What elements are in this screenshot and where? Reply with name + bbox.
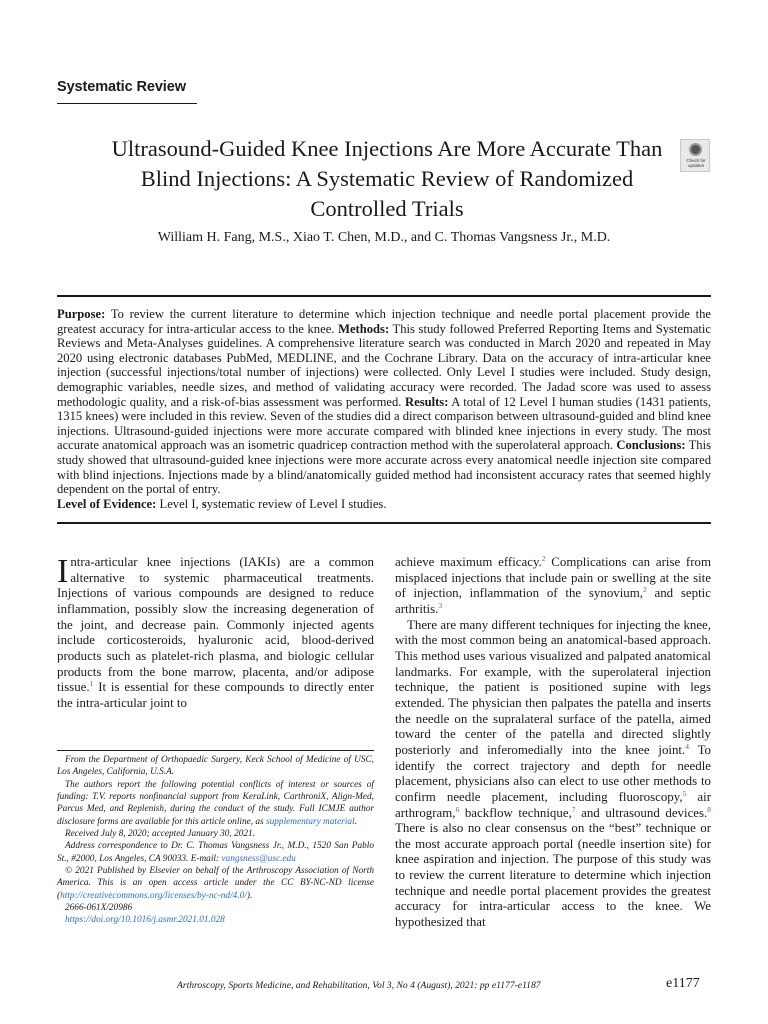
citation-link[interactable]: 8 bbox=[707, 804, 711, 814]
citation-link[interactable]: 5 bbox=[682, 788, 687, 798]
citation-link[interactable]: 2 bbox=[541, 554, 546, 563]
intro-paragraph bbox=[57, 555, 374, 712]
journal-citation-footer: Arthroscopy, Sports Medicine, and Rehabilitation, Vol 3, No 4 (August), 2021: pp e1177-e1187 bbox=[177, 980, 541, 991]
level-s: s bbox=[201, 496, 207, 511]
citation-link[interactable]: 1 bbox=[89, 679, 94, 689]
methods-text: This study followed Preferred Reporting Items and Systematic Reviews and Meta-Analyses guidelines. A comprehensive literature search was conducted in March 2020 and repeated in May 2020 using electronic databases PubMed, MEDLINE, and the Cochrane Library. Data on the accuracy of intra-articular knee injection (successful injections/total number of injections) were collected. Only Level I studies were included. Study design, demographic variables, needle sizes, and method of validating accuracy were recorded. The Jadad score was used to assess methodologic quality, and a risk-of-bias assessment was performed. bbox=[57, 321, 711, 409]
citation-link[interactable]: 4 bbox=[685, 741, 689, 751]
address-note: Address correspondence to Dr. C. Thomas Vangsness Jr., M.D., 1520 San Pablo St., #2000, Los Angeles, CA 90033. E-mail: vangsness@usc.edu bbox=[57, 841, 374, 864]
email-link[interactable]: vangsness@usc.edu bbox=[221, 853, 296, 864]
citation-link[interactable]: 7 bbox=[571, 804, 576, 814]
author-list: William H. Fang, M.S., Xiao T. Chen, M.D., and C. Thomas Vangsness Jr., M.D. bbox=[157, 230, 611, 245]
abstract-top-rule bbox=[57, 295, 711, 297]
body-paragraph-2: There are many different techniques for injecting the knee, with the most common being an anatomical-based approach. This method uses various visualized and palpated anatomical landmarks. For example, with the superolateral injection technique, the patient is positioned supine with legs extended. The physician then palpates the patella and inserts the needle on the supralateral surface of the patella, aimed toward the center of the patella and directed slightly posteriorly and inferomedially into the knee joint.$^4$ To identify the correct trajectory and depth for needle placement, physicians also can elect to use other methods to confirm needle placement, including fluoroscopy,$^5$ air arthrogram,$^6$ backflow technique,$^7$ and ultrasound devices.$^8$ There is also no clear consensus on the “best” technique or the most accurate approach portal (needle insertion site) for knee aspiration and injection. The purpose of this study was to review the current literature to determine which injection technique and needle portal placement provides the greatest accuracy for intra-articular access to the knee. We hypothesized that bbox=[395, 617, 711, 930]
footnote-rule bbox=[57, 750, 374, 751]
conclusions-label: Conclusions: bbox=[616, 438, 686, 453]
doi-note bbox=[57, 914, 374, 926]
level-label: Level of Evidence: bbox=[57, 496, 157, 511]
license-note: © 2021 Published by Elsevier on behalf of the Arthroscopy Association of North America. This is an open access article under the CC BY-NC-ND license (http://creativecommons.org/licenses/by-nc-nd/4.0/). bbox=[57, 866, 374, 901]
abstract bbox=[57, 307, 711, 511]
badge-label: Check for updates bbox=[686, 158, 706, 168]
affiliation-note: From the Department of Orthopaedic Surgery, Keck School of Medicine of USC, Los Angeles, California, U.S.A. bbox=[57, 755, 374, 778]
citation-link[interactable]: 6 bbox=[455, 804, 460, 814]
intro-text: ntra-articular knee injections (IAKIs) are a common alternative to systemic pharmaceutical treatments. Injections of various compounds are designed to reduce inflammation, possibly slow the increasing degeneration of the joint, and decrease pain. Commonly injected agents include corticosteroids, hyaluronic acid, blood-derived products such as platelet-rich plasma, and biologic cellular products from the bone marrow, placenta, and/or adipose tissue. bbox=[57, 555, 374, 695]
purpose-label: Purpose: bbox=[57, 307, 106, 321]
section-label: Systematic Review bbox=[57, 79, 186, 95]
level-pre: Level I, bbox=[159, 496, 199, 511]
conclusions-text: This study showed that ultrasound-guided knee injections were more accurate across every anatomical needle injection site compared with blind injections. Injections made by a blind/anatomically guided method had inconsistent accuracy rates that seemed highly dependent on the portal of entry. bbox=[57, 438, 711, 497]
article-title: Ultrasound-Guided Knee Injections Are More Accurate Than Blind Injections: A Systematic Review of Randomized Controlled Trials bbox=[111, 136, 663, 221]
body-column-right bbox=[395, 555, 711, 931]
intro-text-end: It is essential for these compounds to directly enter the intra-articular joint to bbox=[57, 680, 374, 710]
doi-link[interactable]: https://doi.org/10.1016/j.asmr.2021.01.028 bbox=[65, 915, 225, 926]
check-for-updates-badge[interactable] bbox=[680, 139, 710, 172]
section-label-underline bbox=[57, 103, 197, 104]
purpose-text: To review the current literature to determine which injection technique and needle portal placement provide the greatest accuracy for intra-articular access to the knee. bbox=[57, 307, 711, 336]
license-link[interactable]: http://creativecommons.org/licenses/by-nc-nd/4.0/ bbox=[60, 890, 247, 901]
results-text: A total of 12 Level I human studies (1431 patients, 1315 knees) were included in this review. Seven of the studies did a direct comparison between ultrasound-guided and blind knee injections. Ultrasound-guided injections were more accurate compared with blinded knee injections in every study. The most accurate anatomical approach was an isometric quadricep contraction method with the superolateral approach. bbox=[57, 394, 711, 453]
issn-note: 2666-061X/20986 bbox=[65, 903, 133, 914]
abstract-bottom-rule bbox=[57, 522, 711, 524]
received-note: Received July 8, 2020; accepted January 30, 2021. bbox=[65, 829, 255, 840]
body-column-left bbox=[57, 555, 374, 712]
supplementary-material-link[interactable]: supplementary material bbox=[266, 816, 355, 827]
methods-label: Methods: bbox=[338, 321, 390, 336]
drop-cap: I bbox=[57, 553, 69, 590]
results-label: Results: bbox=[405, 394, 449, 409]
disclosure-note: The authors report the following potential conflicts of interest or sources of funding: T.V. reports nonfinancial support from KeraLink, CarthroniX, Align-Med, Parcus Med, and Replenish, during the conduct of the study. Full ICMJE author disclosure forms are available for this article online, as supplementary material. bbox=[57, 779, 374, 827]
citation-link[interactable]: 2 bbox=[642, 585, 647, 595]
citation-link[interactable]: 3 bbox=[438, 600, 443, 610]
body-paragraph-1: achieve maximum efficacy.$^2$ Complications can arise from misplaced injections that include pain or swelling at the site of injection, inflammation of the synovium,$^2$ and septic arthritis.$^3$ bbox=[395, 554, 711, 616]
footnotes bbox=[57, 754, 374, 927]
page-number: e1177 bbox=[666, 976, 700, 991]
check-for-updates-icon bbox=[689, 143, 702, 156]
level-post: ystematic review of Level I studies. bbox=[206, 496, 387, 511]
